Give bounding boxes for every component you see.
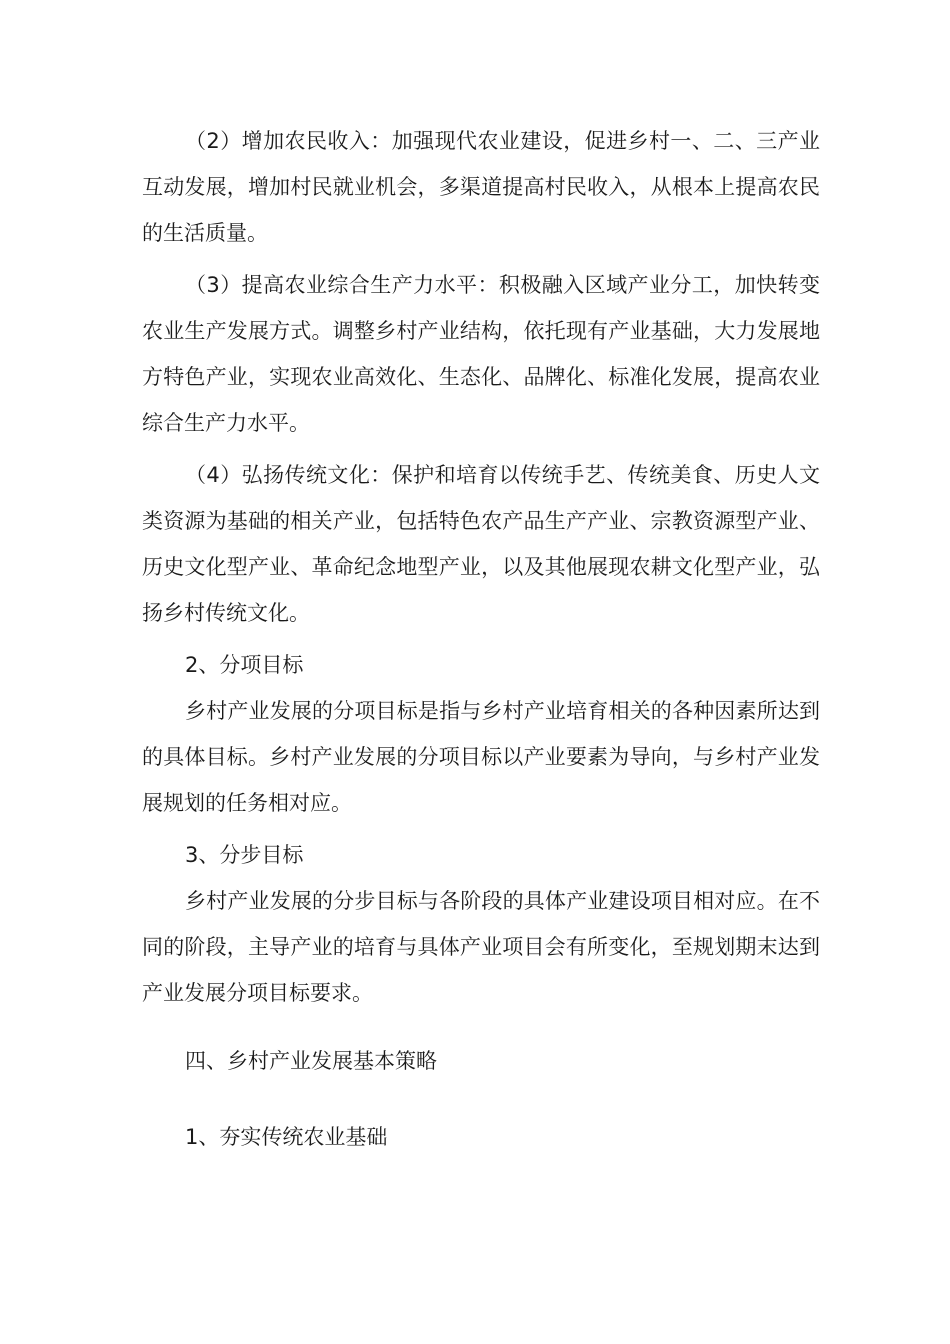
paragraph-increase-income: （2）增加农民收入：加强现代农业建设，促进乡村一、二、三产业互动发展，增加村民就业机会，多渠道提高村民收入，从根本上提高农民的生活质量。 bbox=[142, 129, 820, 245]
heading-sub-goals: 2、分项目标 bbox=[185, 653, 304, 677]
paragraph-step-goals: 乡村产业发展的分步目标与各阶段的具体产业建设项目相对应。在不同的阶段，主导产业的培育与具体产业项目会有所变化，至规划期末达到产业发展分项目标要求。 bbox=[142, 889, 820, 1005]
paragraph-sub-goals: 乡村产业发展的分项目标是指与乡村产业培育相关的各种因素所达到的具体目标。乡村产业发展的分项目标以产业要素为导向，与乡村产业发展规划的任务相对应。 bbox=[142, 699, 820, 815]
paragraph-traditional-culture: （4）弘扬传统文化：保护和培育以传统手艺、传统美食、历史人文类资源为基础的相关产业，包括特色农产品生产产业、宗教资源型产业、历史文化型产业、革命纪念地型产业，以及其他展现农耕文化型产业，弘扬乡村传统文化。 bbox=[142, 463, 820, 625]
document-body bbox=[142, 118, 820, 1160]
heading-step-goals: 3、分步目标 bbox=[185, 843, 304, 867]
heading-traditional-agriculture: 1、夯实传统农业基础 bbox=[185, 1125, 388, 1149]
heading-section-four: 四、乡村产业发展基本策略 bbox=[185, 1049, 437, 1073]
paragraph-productivity: （3）提高农业综合生产力水平：积极融入区域产业分工，加快转变农业生产发展方式。调整乡村产业结构，依托现有产业基础，大力发展地方特色产业，实现农业高效化、生态化、品牌化、标准化发展，提高农业综合生产力水平。 bbox=[142, 273, 820, 435]
